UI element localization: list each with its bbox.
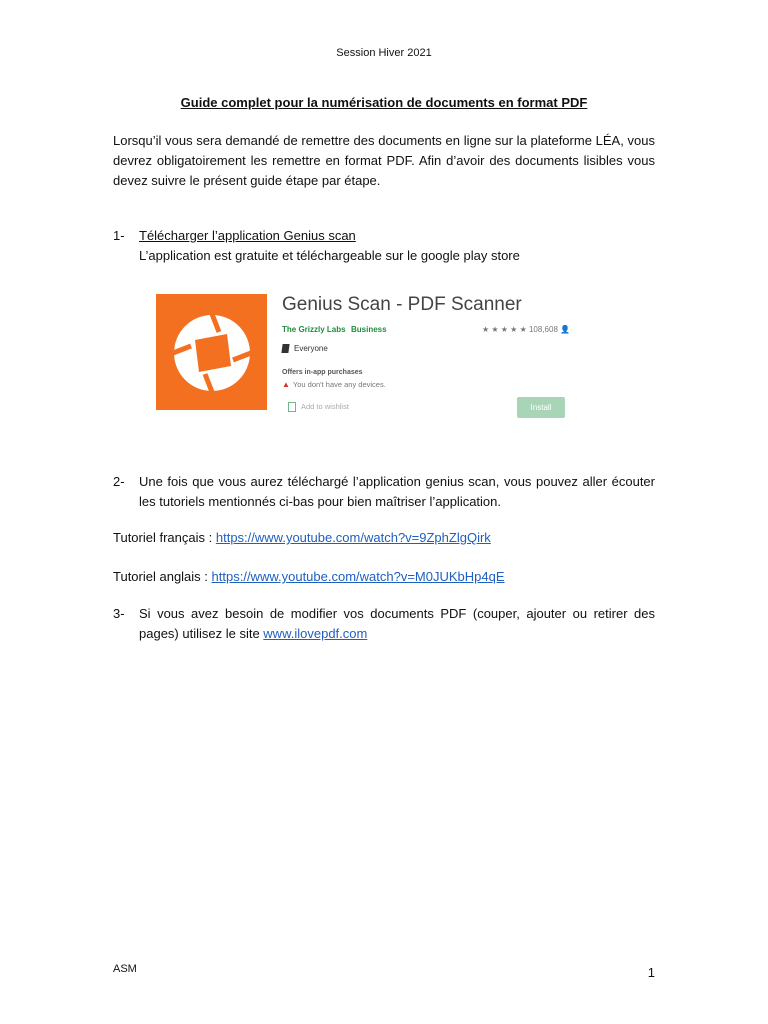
step-3: [113, 604, 655, 644]
footer-author: ASM: [113, 963, 137, 975]
rating-stars-count: ★ ★ ★ ★ ★ 108,608: [482, 325, 558, 334]
install-button[interactable]: Install: [517, 397, 565, 418]
person-icon: 👤: [560, 325, 571, 334]
tutorial-english-link[interactable]: https://www.youtube.com/watch?v=M0JUKbHp4qE: [211, 569, 505, 584]
tutorial-french: [113, 528, 491, 548]
step-number: 1-: [113, 228, 125, 243]
warning-icon: ▲: [282, 380, 290, 389]
intro-paragraph: Lorsqu’il vous sera demandé de remettre des documents en ligne sur la plateforme LÉA, vous devrez obligatoirement les remettre en format PDF. Afin d’avoir des documents lisibles vous devez suivre le présent guide étape par étape.: [113, 133, 655, 188]
step-2-text: Une fois que vous aurez téléchargé l’application genius scan, vous pouvez aller écouter les tutoriels mentionnés ci-bas pour bien maîtriser l’application.: [139, 474, 655, 509]
step-3-text: Si vous avez besoin de modifier vos documents PDF (couper, ajouter ou retirer des pages) utilisez le site: [139, 606, 655, 641]
ilovepdf-link[interactable]: www.ilovepdf.com: [263, 626, 368, 641]
play-store-card: [156, 294, 576, 416]
wishlist-button[interactable]: [288, 402, 349, 412]
wishlist-label: Add to wishlist: [301, 402, 349, 411]
tutorial-english-label: Tutoriel anglais :: [113, 569, 208, 584]
document-title: Guide complet pour la numérisation de documents en format PDF: [180, 95, 588, 110]
content-rating-label: Everyone: [294, 344, 328, 353]
step-2: [113, 472, 655, 512]
page-header: Session Hiver 2021: [336, 47, 432, 59]
step-1-heading: Télécharger l’application Genius scan: [139, 228, 356, 243]
scan-logo-icon: [169, 310, 255, 396]
rating-count: [482, 325, 570, 334]
genius-scan-app-icon: [156, 294, 267, 410]
step-1: [113, 226, 655, 266]
step-1-text: L’application est gratuite et téléchargeable sur le google play store: [139, 248, 520, 263]
bookmark-plus-icon: [288, 402, 296, 412]
in-app-purchases-note: Offers in-app purchases: [282, 369, 363, 376]
step-number: 2-: [113, 474, 125, 489]
content-rating: [282, 344, 328, 353]
device-warning: [282, 380, 386, 389]
content-rating-icon: [281, 344, 289, 353]
tutorial-french-label: Tutoriel français :: [113, 530, 213, 545]
device-warning-text: You don't have any devices.: [292, 380, 386, 389]
app-title: Genius Scan - PDF Scanner: [282, 294, 522, 315]
developer-link[interactable]: The Grizzly Labs: [282, 325, 346, 334]
step-number: 3-: [113, 606, 125, 621]
page-number: 1: [647, 965, 655, 980]
tutorial-english: [113, 567, 505, 587]
category-link[interactable]: Business: [351, 325, 387, 334]
tutorial-french-link[interactable]: https://www.youtube.com/watch?v=9ZphZlgQirk: [215, 530, 491, 545]
